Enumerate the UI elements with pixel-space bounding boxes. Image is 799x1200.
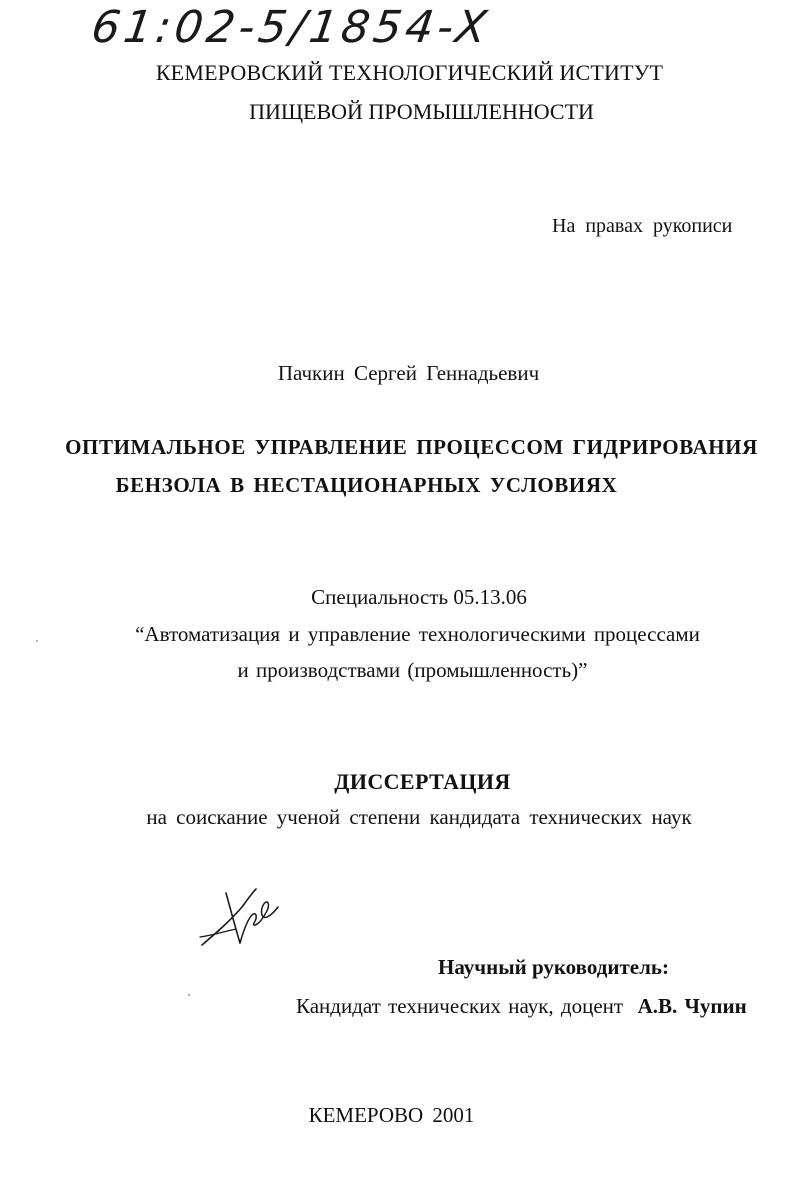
paper-speck	[36, 640, 38, 642]
specialty-name-line-1: “Автоматизация и управление технологическими процессами	[135, 622, 700, 646]
city-year: КЕМЕРОВО 2001	[308, 1103, 475, 1127]
rights-note: На правах рукописи	[552, 215, 733, 237]
supervisor-line	[296, 996, 747, 1017]
dissertation-heading: ДИССЕРТАЦИЯ	[334, 769, 511, 794]
author-name: Пачкин Сергей Геннадьевич	[277, 361, 540, 385]
specialty-code: Специальность 05.13.06	[311, 585, 527, 609]
dissertation-title-line-1: ОПТИМАЛЬНОЕ УПРАВЛЕНИЕ ПРОЦЕССОМ ГИДРИРОВАНИЯ	[65, 435, 758, 459]
supervisor-name: А.В. Чупин	[637, 994, 747, 1018]
paper-speck	[188, 994, 190, 996]
supervisor-label: Научный руководитель:	[438, 955, 669, 979]
signature-image	[196, 885, 286, 951]
institution-line-1: КЕМЕРОВСКИЙ ТЕХНОЛОГИЧЕСКИЙ ИСТИТУТ	[155, 60, 664, 85]
degree-line: на соискание ученой степени кандидата технических наук	[146, 805, 692, 829]
specialty-name-line-2: и производствами (промышленность)”	[237, 658, 588, 682]
dissertation-title-line-2: БЕНЗОЛА В НЕСТАЦИОНАРНЫХ УСЛОВИЯХ	[115, 473, 618, 497]
supervisor-position: Кандидат технических наук, доцент	[296, 994, 624, 1018]
institution-line-2: ПИЩЕВОЙ ПРОМЫШЛЕННОСТИ	[249, 99, 594, 124]
handwritten-archive-code: 61:02-5/1854-X	[88, 2, 494, 53]
